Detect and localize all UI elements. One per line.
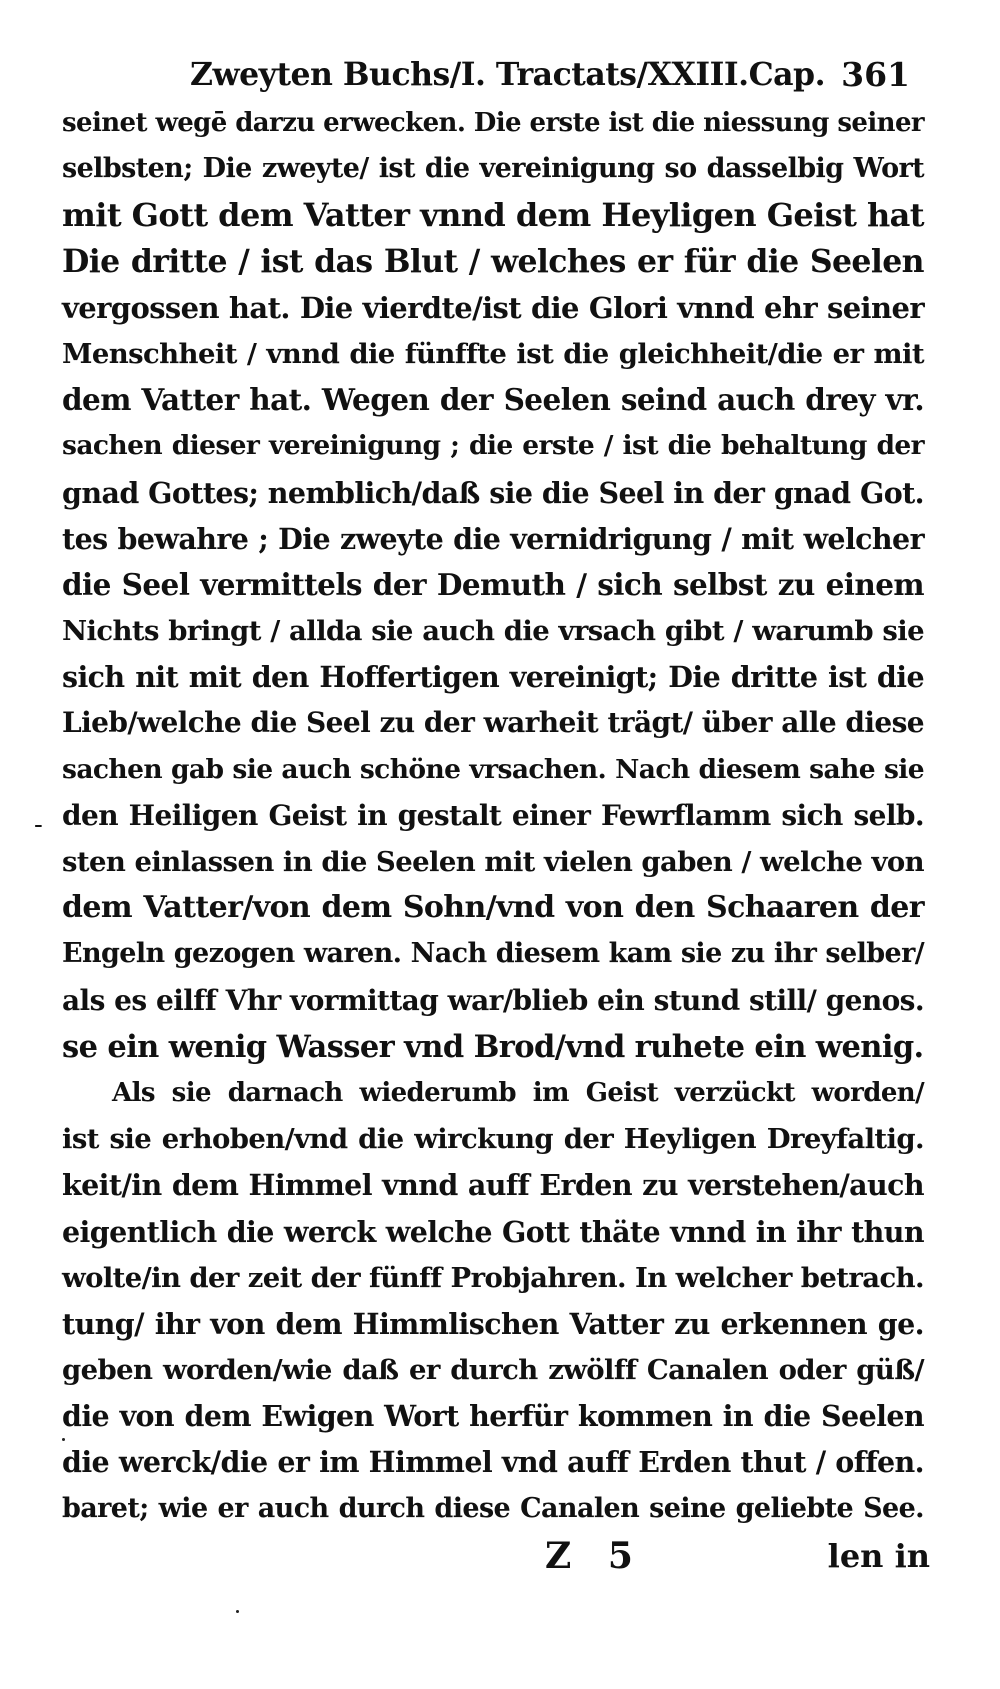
text-line: tung/ ihr von dem Himmlischen Vatter zu erkennen ge. [62, 1306, 924, 1341]
text-line: die von dem Ewigen Wort herfür kommen in die Seelen [62, 1399, 924, 1434]
text-line: Menschheit / vnnd die fünffte ist die gleichheit/die er mit [62, 337, 924, 370]
text-line: seinet wegē darzu erwecken. Die erste ist die niessung seiner [62, 108, 924, 138]
text-line: keit/in dem Himmel vnnd auff Erden zu verstehen/auch [62, 1168, 924, 1203]
signature-mark: Z 5 [545, 1535, 645, 1577]
paragraph-end-line: se ein wenig Wasser vnd Brod/vnd ruhete ein wenig. [62, 1028, 924, 1065]
ink-speck [62, 1438, 65, 1441]
text-line: als es eilff Vhr vormittag war/blieb ein stund still/ genos. [62, 983, 924, 1017]
body-text [62, 100, 924, 1532]
text-line: selbsten; Die zweyte/ ist die vereinigung so dasselbig Wort [62, 153, 924, 185]
ink-speck [236, 1610, 239, 1613]
text-line: sachen gab sie auch schöne vrsachen. Nach diesem sahe sie [62, 753, 924, 785]
catchword: len in [827, 1537, 930, 1575]
text-line: Die dritte / ist das Blut / welches er für die Seelen [62, 242, 924, 280]
text-line: den Heiligen Geist in gestalt einer Fewrflamm sich selb. [62, 798, 924, 832]
paragraph-start-line: Als sie darnach wiederumb im Geist verzückt worden/ [112, 1077, 924, 1108]
text-line: sten einlassen in die Seelen mit vielen gaben / welche von [62, 846, 924, 878]
text-line: sachen dieser vereinigung ; die erste / ist die behaltung der [62, 430, 924, 462]
text-line: Lieb/welche die Seel zu der warheit trägt/ über alle diese [62, 706, 924, 740]
text-line: sich nit mit den Hoffertigen vereinigt; Die dritte ist die [62, 660, 924, 695]
text-line: geben worden/wie daß er durch zwölff Canalen oder güß/ [62, 1354, 924, 1387]
text-line: die werck/die er im Himmel vnd auff Erden thut / offen. [62, 1445, 924, 1480]
text-line: vergossen hat. Die vierdte/ist die Glori vnnd ehr seiner [62, 290, 924, 325]
text-line: eigentlich die werck welche Gott thäte vnnd in ihr thun [62, 1214, 924, 1249]
text-line: wolte/in der zeit der fünff Probjahren. In welcher betrach. [62, 1261, 924, 1294]
text-line: dem Vatter/von dem Sohn/vnd von den Schaaren der [62, 890, 924, 926]
page-footer [0, 1526, 1000, 1586]
text-line: mit Gott dem Vatter vnnd dem Heyligen Geist hat [62, 196, 924, 235]
text-line: die Seel vermittels der Demuth / sich selbst zu einem [62, 566, 924, 602]
text-line: gnad Gottes; nemblich/daß sie die Seel in der gnad Got. [62, 475, 924, 510]
running-head [190, 52, 910, 98]
text-line: Nichts bringt / allda sie auch die vrsach gibt / warumb sie [62, 615, 924, 648]
text-line: Engeln gezogen waren. Nach diesem kam sie zu ihr selber/ [62, 938, 924, 970]
running-title: Zweyten Buchs/I. Tractats/XXIII.Cap. [190, 56, 826, 93]
text-line: ist sie erhoben/vnd die wirckung der Heyligen Dreyfaltig. [62, 1123, 924, 1156]
text-line: tes bewahre ; Die zweyte die vernidrigung / mit welcher [62, 521, 924, 556]
text-line: baret; wie er auch durch diese Canalen seine geliebte See. [62, 1492, 924, 1524]
text-line: dem Vatter hat. Wegen der Seelen seind auch drey vr. [62, 382, 924, 418]
page-number: 361 [841, 55, 910, 94]
margin-mark: - [34, 810, 43, 840]
